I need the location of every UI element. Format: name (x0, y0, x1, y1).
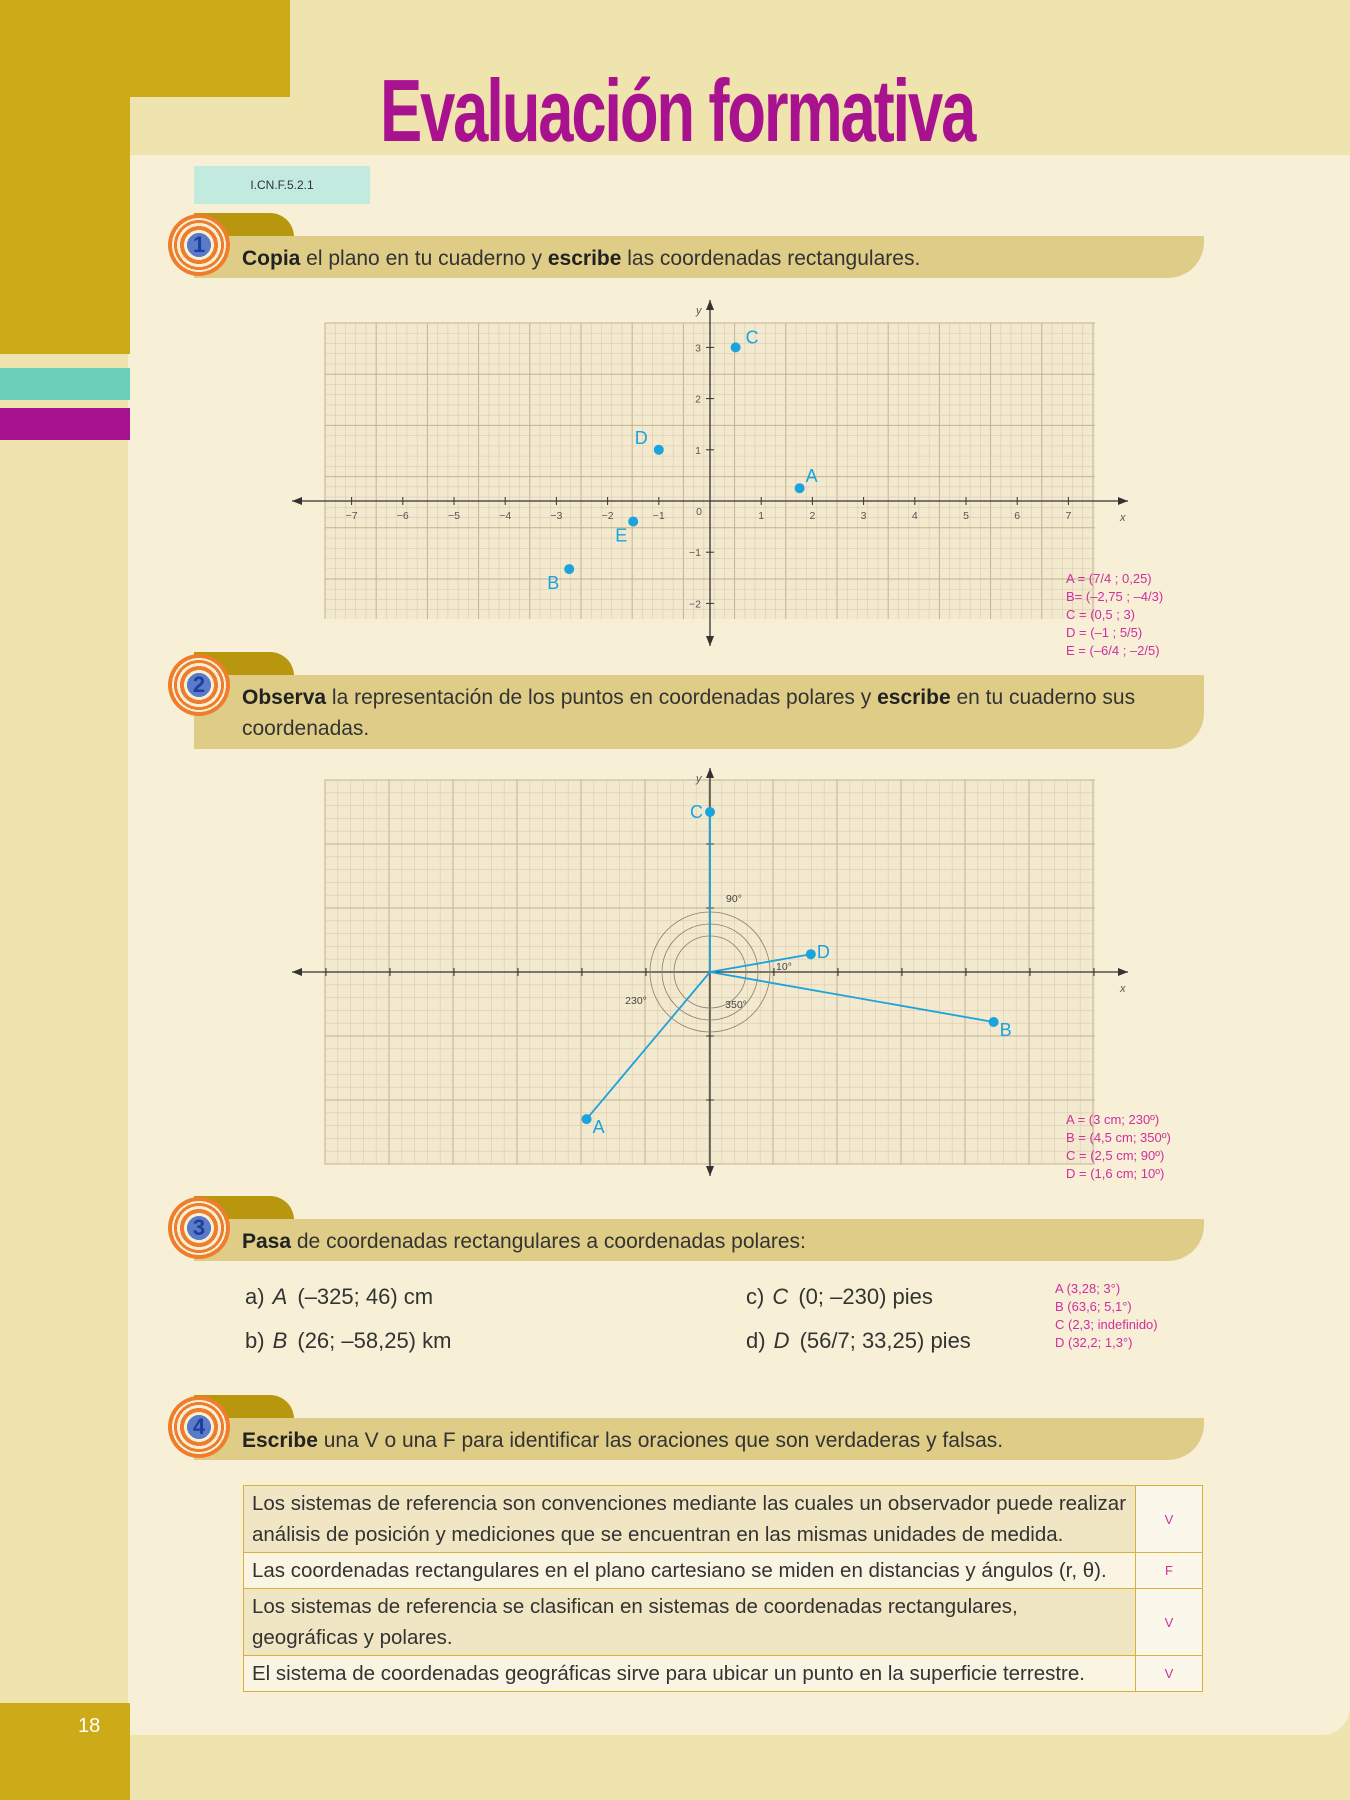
angle-label: 90° (726, 893, 742, 905)
x-tick-label: −2 (601, 510, 614, 522)
table-row (244, 1589, 1203, 1656)
point-label-D: D (634, 427, 648, 448)
page-number: 18 (78, 1715, 101, 1737)
q3-answer: B (63,6; 5,1°) (1055, 1299, 1132, 1314)
q4-instruction: Escribe una V o una F para identificar las oraciones que son verdaderas y falsas. (242, 1429, 1004, 1452)
q2-answer: D = (1,6 cm; 10º) (1066, 1166, 1165, 1181)
exercise-d: d) D (56/7; 33,25) pies (746, 1328, 971, 1353)
angle-label: 350° (725, 999, 747, 1011)
x-tick-label: −3 (550, 510, 563, 522)
x-tick-label: 5 (963, 510, 969, 522)
x-arrow-right (1118, 968, 1128, 976)
q1-instruction: Copia el plano en tu cuaderno y escribe las coordenadas rectangulares. (242, 247, 921, 270)
magenta-strip (0, 408, 130, 440)
indicator-code: I.CN.F.5.2.1 (194, 166, 370, 204)
q1-answer: C = (0,5 ; 3) (1066, 607, 1135, 622)
x-tick-label: 7 (1065, 510, 1072, 522)
statement: Los sistemas de referencia se clasifican en sistemas de coordenadas rectangulares, geográficas y polares. (244, 1589, 1136, 1656)
y-arrow-up (706, 768, 714, 778)
x-tick-label: 3 (860, 510, 867, 522)
page-title: Evaluación formativa (380, 61, 975, 160)
answer-cell[interactable]: V (1136, 1486, 1203, 1553)
q1-answers (1066, 570, 1163, 660)
angle-label: 10° (776, 961, 792, 973)
point-A (582, 1114, 592, 1124)
exercise-b: b) B (26; –58,25) km (245, 1328, 452, 1353)
y-tick-label: 2 (695, 393, 701, 406)
point-label-C: C (745, 327, 759, 348)
q3-instruction: Pasa de coordenadas rectangulares a coordenadas polares: (242, 1230, 806, 1253)
y-tick-label: −1 (689, 547, 701, 560)
point-label-D: D (816, 942, 830, 963)
answer-cell[interactable]: F (1136, 1553, 1203, 1589)
answer-cell[interactable]: V (1136, 1656, 1203, 1692)
q2-answers (1066, 1111, 1171, 1183)
page-number-block (0, 1703, 130, 1800)
q3-answer: D (32,2; 1,3°) (1055, 1335, 1133, 1350)
x-tick-label: −6 (396, 510, 409, 522)
x-tick-label: −5 (448, 510, 460, 522)
teal-strip (0, 368, 130, 400)
q1-answer: E = (–6/4 ; –2/5) (1066, 643, 1160, 658)
q1-answer: B= (–2,75 ; –4/3) (1066, 589, 1164, 604)
y-axis-label: y (696, 305, 702, 317)
q3-answer: C (2,3; indefinido) (1055, 1317, 1158, 1332)
x-tick-label: 6 (1014, 510, 1021, 522)
point-D (654, 445, 664, 455)
polar-chart (290, 763, 1130, 1181)
point-D (806, 949, 816, 959)
x-arrow-left (292, 968, 302, 976)
q3-answer: A (3,28; 3°) (1055, 1281, 1121, 1296)
statement: El sistema de coordenadas geográficas sirve para ubicar un punto en la superficie terrestre. (244, 1656, 1136, 1692)
corner-decoration (0, 0, 290, 97)
q3-answers (1055, 1280, 1158, 1352)
point-label-C: C (690, 802, 703, 822)
y-tick-label: 1 (695, 444, 701, 457)
x-axis-label: x (1120, 983, 1126, 995)
x-tick-label: 2 (809, 510, 816, 522)
x-axis-label: x (1120, 512, 1126, 524)
true-false-table (243, 1485, 1203, 1692)
q1-answer: A = (7/4 ; 0,25) (1066, 571, 1152, 586)
answer-cell[interactable]: V (1136, 1589, 1203, 1656)
table-row (244, 1553, 1203, 1589)
point-label-A: A (805, 466, 818, 487)
statement: Las coordenadas rectangulares en el plano cartesiano se miden en distancias y ángulos (r, θ). (244, 1553, 1136, 1589)
origin-label: 0 (696, 506, 702, 518)
exercise-c: c) C (0; –230) pies (746, 1284, 933, 1309)
x-tick-label: −7 (345, 510, 358, 522)
q2-instruction: Observa la representación de los puntos en coordenadas polares y escribe en tu cuaderno sus coordenadas. (242, 686, 1136, 740)
exercise-a: a) A (–325; 46) cm (245, 1284, 434, 1309)
side-decoration (0, 97, 130, 354)
x-arrow-left (292, 497, 302, 505)
point-label-E: E (615, 525, 628, 546)
point-E (628, 516, 638, 526)
q2-answer: C = (2,5 cm; 90º) (1066, 1148, 1165, 1163)
x-tick-label: 1 (758, 510, 765, 522)
angle-label: 230° (625, 995, 647, 1007)
table-row (244, 1656, 1203, 1692)
q2-number-badge: 2 (168, 654, 230, 716)
x-tick-label: −1 (652, 510, 665, 522)
y-arrow-down (706, 1166, 714, 1176)
cartesian-chart (290, 296, 1130, 651)
point-B (989, 1017, 999, 1027)
y-arrow-up (706, 300, 714, 310)
q2-answer: A = (3 cm; 230º) (1066, 1112, 1160, 1127)
x-tick-label: −4 (499, 510, 512, 522)
x-arrow-right (1118, 497, 1128, 505)
x-tick-label: 4 (911, 510, 918, 522)
q3-number-badge: 3 (168, 1197, 230, 1259)
q1-number-badge: 1 (168, 214, 230, 276)
point-label-B: B (547, 573, 560, 594)
table-row (244, 1486, 1203, 1553)
point-B (564, 564, 574, 574)
point-C (731, 342, 741, 352)
point-A (795, 483, 805, 493)
q4-number-badge: 4 (168, 1396, 230, 1458)
statement: Los sistemas de referencia son convenciones mediante las cuales un observador puede realizar análisis de posición y mediciones que se encuentran en las mismas unidades de medida. (244, 1486, 1136, 1553)
y-tick-label: 3 (695, 342, 701, 355)
q2-answer: B = (4,5 cm; 350º) (1066, 1130, 1171, 1145)
y-axis-label: y (696, 773, 702, 785)
point-C (705, 807, 715, 817)
point-label-B: B (999, 1020, 1012, 1041)
y-arrow-down (706, 636, 714, 646)
point-label-A: A (592, 1117, 605, 1138)
q1-answer: D = (–1 ; 5/5) (1066, 625, 1143, 640)
y-tick-label: −2 (689, 598, 701, 611)
